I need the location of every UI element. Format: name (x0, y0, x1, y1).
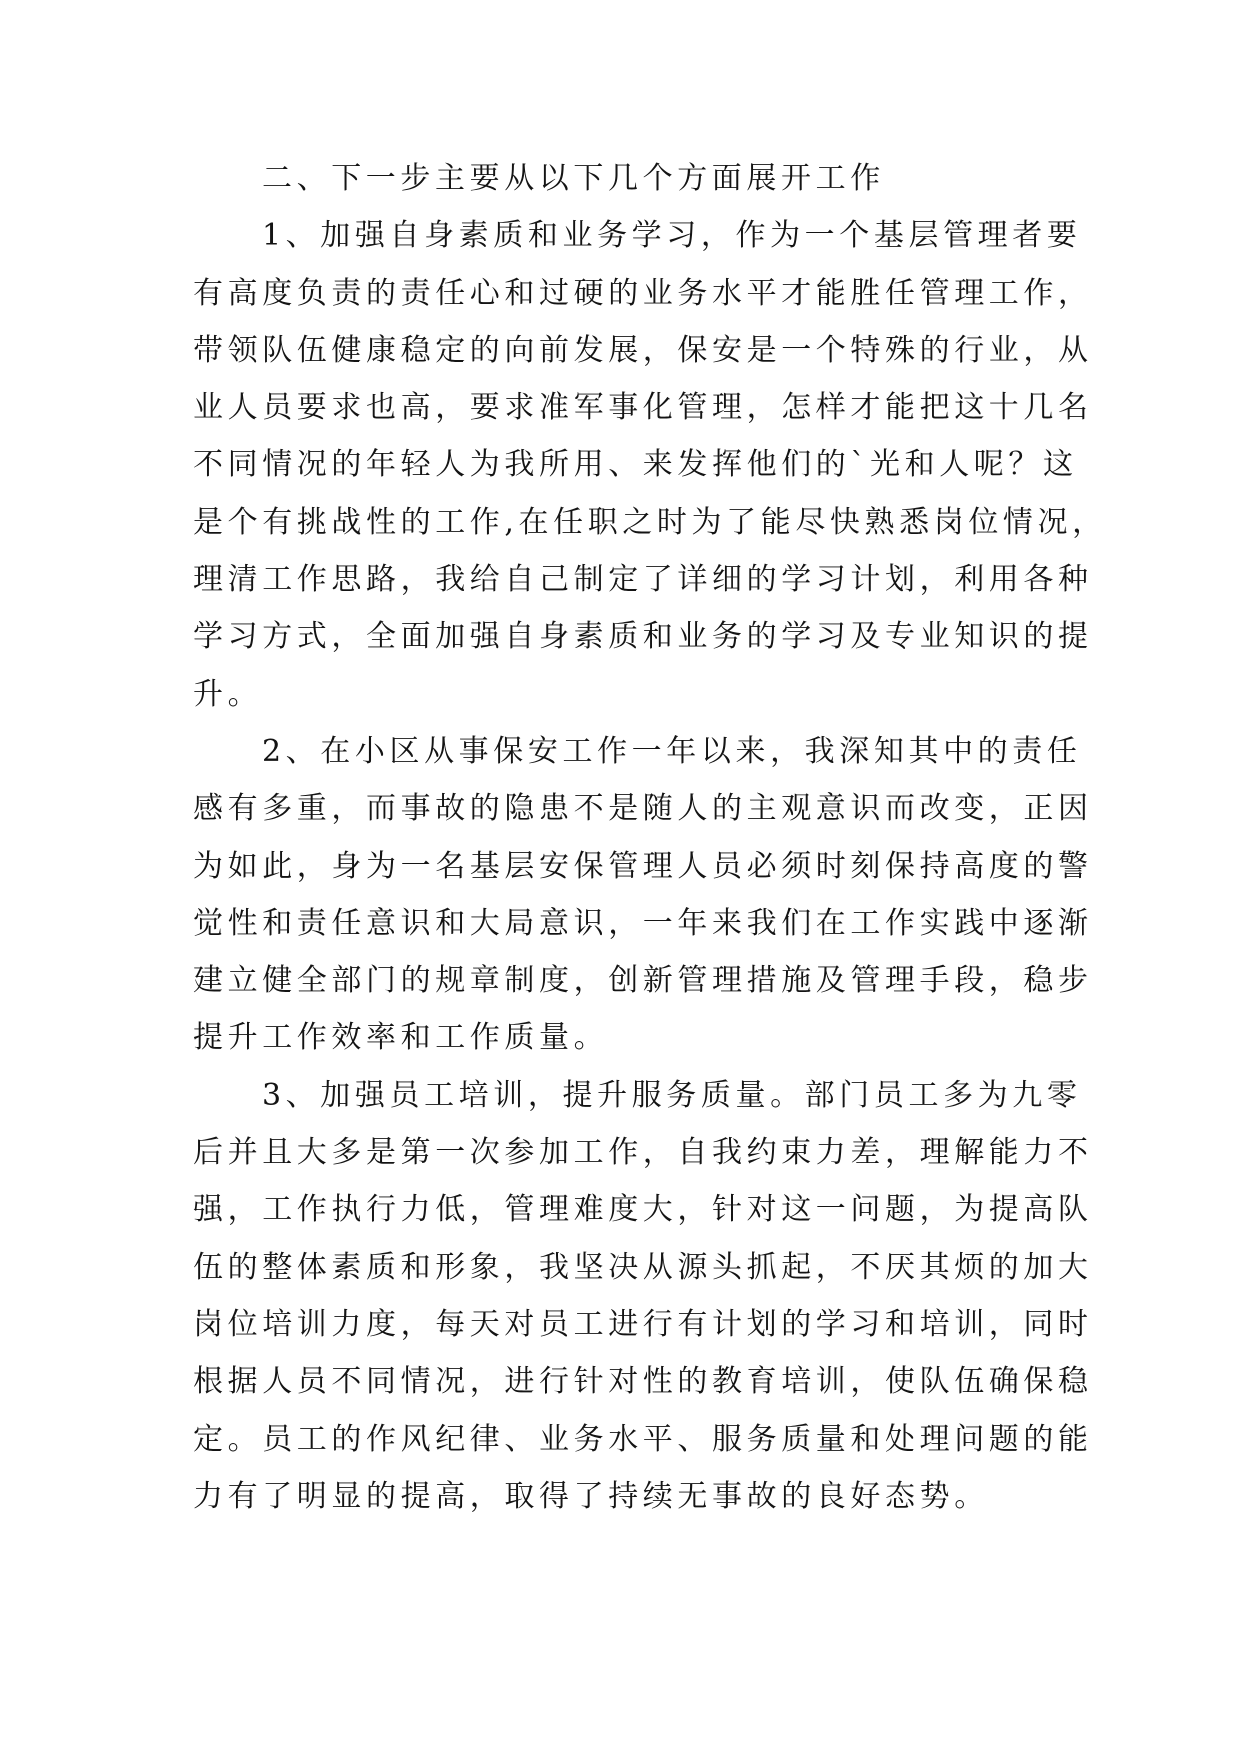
text-line: 3、加强员工培训，提升服务质量。部门员工多为九零 (262, 1077, 1082, 1113)
text-line: 力有了明显的提高，取得了持续无事故的良好态势。 (193, 1478, 989, 1514)
paragraph-1 (193, 207, 1107, 723)
text-line: 2、在小区从事保安工作一年以来，我深知其中的责任 (262, 733, 1082, 769)
text-line: 理清工作思路，我给自己制定了详细的学习计划，利用各种 (193, 562, 1093, 598)
text-line: 岗位培训力度，每天对员工进行有计划的学习和培训，同时 (193, 1306, 1093, 1342)
heading-paragraph (193, 150, 1055, 207)
text-line: 业人员要求也高，要求准军事化管理，怎样才能把这十几名 (193, 390, 1093, 426)
text-line: 是个有挑战性的工作,在任职之时为了能尽快熟悉岗位情况， (193, 504, 1107, 540)
text-line: 感有多重，而事故的隐患不是随人的主观意识而改变，正因 (193, 791, 1093, 827)
text-line: 建立健全部门的规章制度，创新管理措施及管理手段，稳步 (193, 963, 1093, 999)
text-line: 不同情况的年轻人为我所用、来发挥他们的`光和人呢？这 (193, 447, 1078, 483)
text-line: 根据人员不同情况，进行针对性的教育培训，使队伍确保稳 (193, 1364, 1093, 1400)
text-line: 提升工作效率和工作质量。 (193, 1020, 609, 1056)
text-line: 后并且大多是第一次参加工作，自我约束力差，理解能力不 (193, 1135, 1093, 1171)
text-line: 升。 (193, 676, 263, 712)
paragraph-3 (193, 1067, 1093, 1525)
text-line: 学习方式，全面加强自身素质和业务的学习及专业知识的提 (193, 619, 1093, 655)
text-line: 伍的整体素质和形象，我坚决从源头抓起，不厌其烦的加大 (193, 1249, 1093, 1285)
text-line: 为如此，身为一名基层安保管理人员必须时刻保持高度的警 (193, 848, 1093, 884)
text-line: 定。员工的作风纪律、业务水平、服务质量和处理问题的能 (193, 1421, 1093, 1457)
paragraph-2 (193, 723, 1093, 1067)
text-line: 觉性和责任意识和大局意识，一年来我们在工作实践中逐渐 (193, 905, 1093, 941)
document-body (193, 150, 1107, 1525)
text-line: 带领队伍健康稳定的向前发展，保安是一个特殊的行业，从 (193, 332, 1093, 368)
text-line: 二、下一步主要从以下几个方面展开工作 (262, 161, 885, 196)
text-line: 1、加强自身素质和业务学习，作为一个基层管理者要 (262, 218, 1082, 254)
text-line: 强，工作执行力低，管理难度大，针对这一问题，为提高队 (193, 1192, 1093, 1228)
text-line: 有高度负责的责任心和过硬的业务水平才能胜任管理工作， (193, 275, 1093, 311)
